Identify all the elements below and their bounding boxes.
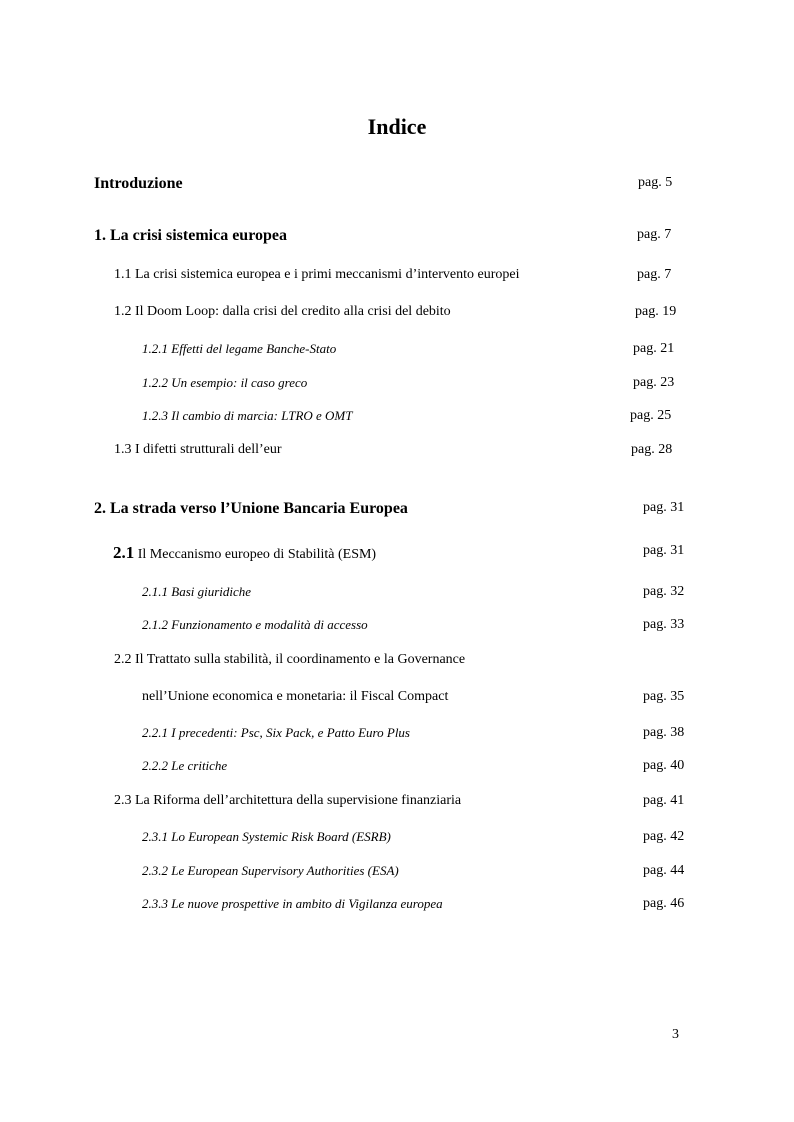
- toc-entry-text: 1.2.1 Effetti del legame Banche-Stato: [142, 341, 337, 356]
- toc-entry-page: pag. 21: [633, 341, 675, 356]
- toc-entry-page: pag. 40: [643, 758, 685, 773]
- toc-entry-label: Il Meccanismo europeo di Stabilità (ESM): [134, 547, 377, 562]
- toc-entry-chapter-1[interactable]: [0, 227, 794, 249]
- toc-entry-1-2-2[interactable]: [0, 375, 794, 397]
- toc-entry-1-2-1[interactable]: [0, 341, 794, 363]
- toc-entry-page: pag. 31: [643, 500, 685, 515]
- toc-entry-1-2-3[interactable]: [0, 408, 794, 430]
- toc-entry-2-3-3[interactable]: [0, 896, 794, 918]
- toc-entry-text: nell’Unione economica e monetaria: il Fiscal Compact: [142, 689, 449, 704]
- toc-entry-page: pag. 23: [633, 375, 675, 390]
- toc-entry-2-2-2[interactable]: [0, 758, 794, 780]
- toc-entry-page: pag. 32: [643, 584, 685, 599]
- toc-entry-page: pag. 35: [643, 689, 685, 704]
- toc-entry-page: pag. 25: [630, 408, 672, 423]
- toc-entry-page: pag. 7: [637, 267, 672, 282]
- toc-entry-number: 2.1: [113, 543, 135, 562]
- toc-entry-page: pag. 19: [635, 304, 677, 319]
- toc-entry-text: 2.3.1 Lo European Systemic Risk Board (ESRB): [142, 829, 391, 844]
- page-title: Indice: [367, 114, 427, 139]
- toc-entry-1-1[interactable]: [0, 267, 794, 289]
- toc-entry-text: 1.1 La crisi sistemica europea e i primi meccanismi d’intervento europei: [114, 267, 520, 282]
- toc-entry-page: pag. 5: [638, 175, 673, 190]
- toc-entry-text: 2.1.2 Funzionamento e modalità di accesso: [142, 617, 368, 632]
- toc-entry-2-1-2[interactable]: [0, 617, 794, 639]
- toc-entry-text: 2.1.1 Basi giuridiche: [142, 584, 252, 599]
- toc-entry-1-2[interactable]: [0, 304, 794, 326]
- toc-entry-introduzione[interactable]: [0, 175, 794, 197]
- toc-entry-text: 2.3.3 Le nuove prospettive in ambito di Vigilanza europea: [142, 896, 443, 911]
- toc-entry-page: pag. 38: [643, 725, 685, 740]
- toc-entry-text: [113, 543, 376, 563]
- toc-entry-text: 2.3.2 Le European Supervisory Authorities (ESA): [142, 863, 399, 878]
- toc-entry-text: 2.2 Il Trattato sulla stabilità, il coordinamento e la Governance: [114, 652, 466, 667]
- toc-entry-text: 1. La crisi sistemica europea: [94, 227, 288, 244]
- toc-entry-text: 1.2.2 Un esempio: il caso greco: [142, 375, 308, 390]
- toc-entry-2-2-cont[interactable]: [0, 689, 794, 711]
- toc-entry-2-3[interactable]: [0, 793, 794, 815]
- toc-entry-page: pag. 28: [631, 442, 673, 457]
- toc-entry-page: pag. 42: [643, 829, 685, 844]
- toc-entry-text: 1.2 Il Doom Loop: dalla crisi del credito alla crisi del debito: [114, 304, 451, 319]
- toc-entry-2-1[interactable]: [0, 543, 794, 565]
- toc-entry-text: Introduzione: [94, 175, 183, 192]
- toc-entry-text: 2.3 La Riforma dell’architettura della supervisione finanziaria: [114, 793, 462, 808]
- toc-entry-1-3[interactable]: [0, 442, 794, 464]
- toc-entry-2-3-1[interactable]: [0, 829, 794, 851]
- page-number: 3: [672, 1027, 679, 1042]
- toc-entry-page: pag. 44: [643, 863, 685, 878]
- toc-entry-text: 1.2.3 Il cambio di marcia: LTRO e OMT: [142, 408, 353, 423]
- toc-entry-page: pag. 31: [643, 543, 685, 558]
- toc-entry-text: 2. La strada verso l’Unione Bancaria Europea: [94, 500, 408, 517]
- toc-entry-text: 2.2.2 Le critiche: [142, 758, 228, 773]
- toc-entry-text: 2.2.1 I precedenti: Psc, Six Pack, e Patto Euro Plus: [142, 725, 410, 740]
- toc-entry-page: pag. 46: [643, 896, 685, 911]
- toc-entry-chapter-2[interactable]: [0, 500, 794, 522]
- toc-entry-text: 1.3 I difetti strutturali dell’eur: [114, 442, 282, 457]
- toc-entry-2-1-1[interactable]: [0, 584, 794, 606]
- toc-entry-2-2[interactable]: [0, 652, 794, 674]
- toc-entry-page: pag. 7: [637, 227, 672, 242]
- toc-entry-page: pag. 33: [643, 617, 685, 632]
- toc-entry-page: pag. 41: [643, 793, 685, 808]
- toc-entry-2-3-2[interactable]: [0, 863, 794, 885]
- toc-entry-2-2-1[interactable]: [0, 725, 794, 747]
